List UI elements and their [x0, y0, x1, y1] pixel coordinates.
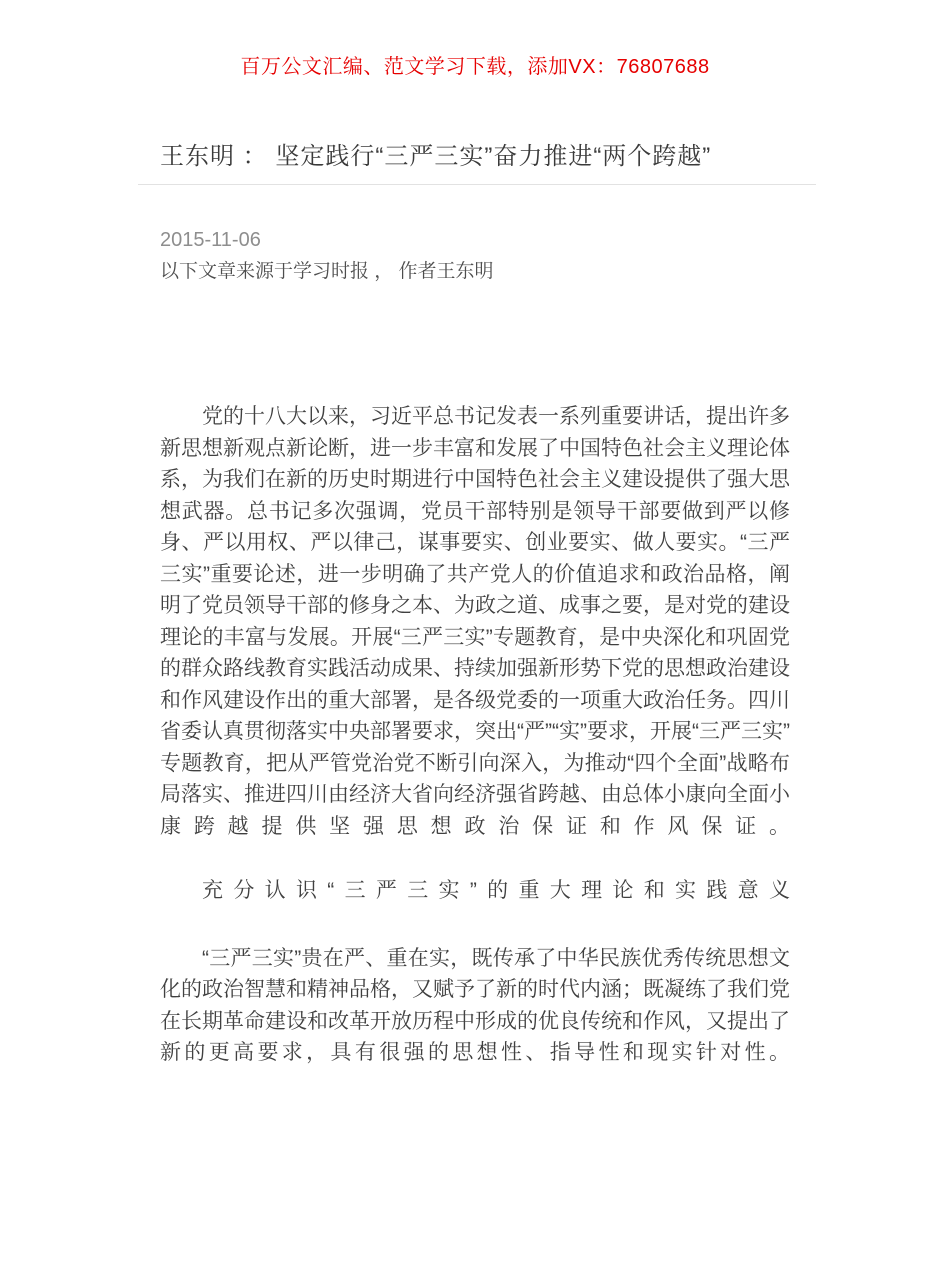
- article-body: [160, 401, 790, 1069]
- body-paragraph-1: 党的十八大以来，习近平总书记发表一系列重要讲话，提出许多新思想新观点新论断，进一步丰富和发展了中国特色社会主义理论体系，为我们在新的历史时期进行中国特色社会主义建设提供了强大思想武器。总书记多次强调，党员干部特别是领导干部要做到严以修身、严以用权、严以律己，谋事要实、创业要实、做人要实。“三严三实”重要论述，进一步明确了共产党人的价值追求和政治品格，阐明了党员领导干部的修身之本、为政之道、成事之要，是对党的建设理论的丰富与发展。开展“三严三实”专题教育，是中央深化和巩固党的群众路线教育实践活动成果、持续加强新形势下党的思想政治建设和作风建设作出的重大部署，是各级党委的一项重大政治任务。四川省委认真贯彻落实中央部署要求，突出“严”“实”要求，开展“三严三实”专题教育，把从严管党治党不断引向深入，为推动“四个全面”战略布局落实、推进四川由经济大省向经济强省跨越、由总体小康向全面小康跨越提供坚强思想政治保证和作风保证。: [160, 405, 790, 838]
- watermark-banner: 百万公文汇编、范文学习下载，添加VX：76807688: [240, 56, 710, 78]
- article-container: [138, 140, 816, 1069]
- article-source: 以下文章来源于学习时报 ， 作者王东明: [160, 261, 494, 282]
- body-paragraph-2: “三严三实”贵在严、重在实，既传承了中华民族优秀传统思想文化的政治智慧和精神品格，又赋予了新的时代内涵；既凝练了我们党在长期革命建设和改革开放历程中形成的优良传统和作风，又提出了新的更高要求，具有很强的思想性、指导性和现实针对性。: [160, 946, 790, 1064]
- title-divider: [138, 184, 816, 185]
- document-page: [0, 55, 950, 1069]
- article-title: 王东明 ： 坚定践行“三严三实”奋力推进“两个跨越”: [160, 143, 712, 170]
- section-heading: 充分认识“三严三实”的重大理论和实践意义: [202, 879, 790, 902]
- publish-date: 2015-11-06: [160, 229, 261, 251]
